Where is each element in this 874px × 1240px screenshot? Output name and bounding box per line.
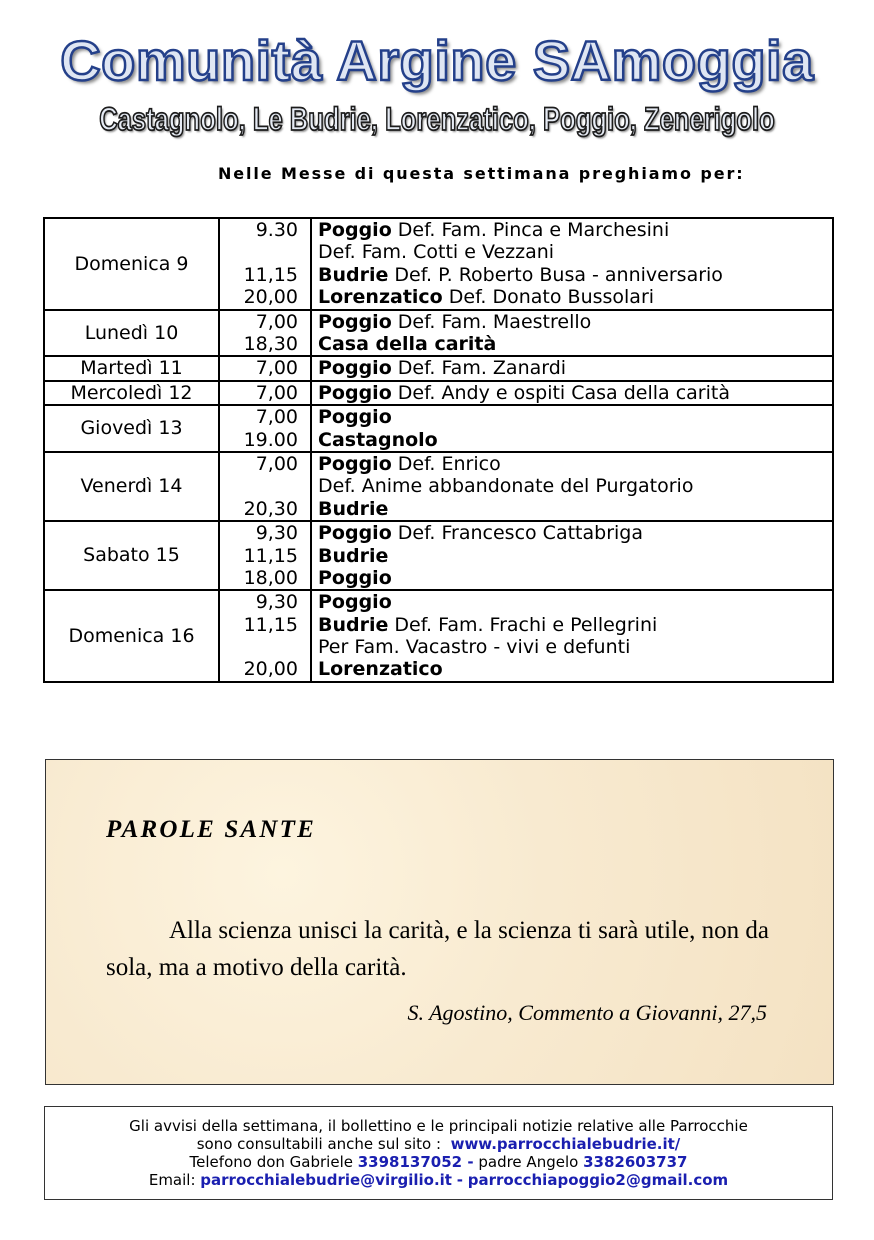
quote-text: Alla scienza unisci la carità, e la scienza ti sarà utile, non da sola, ma a motivo della carità. (106, 917, 769, 981)
schedule-times (219, 310, 311, 357)
intention-text: Def. Fam. Pinca e Marchesini (391, 219, 670, 241)
intention-line (318, 333, 832, 355)
schedule-row (44, 590, 833, 682)
mass-time: 11,15 (243, 544, 298, 567)
mass-location: Poggio (318, 452, 392, 475)
schedule-day: Mercoledì 12 (44, 381, 219, 405)
mass-location: Budrie (318, 263, 389, 286)
intention-line (318, 264, 832, 286)
intention-line (318, 545, 832, 567)
intention-line (318, 382, 832, 404)
schedule-intentions (311, 452, 833, 521)
schedule-row (44, 405, 833, 452)
schedule-times (219, 590, 311, 682)
mass-time: 20,30 (243, 497, 298, 520)
mass-time: 20,00 (243, 658, 298, 681)
mass-location: Poggio (318, 357, 392, 380)
schedule-times (219, 405, 311, 452)
mass-time (220, 475, 298, 497)
email-separator: - (456, 1171, 463, 1189)
intention-line (318, 429, 832, 451)
schedule-row (44, 356, 833, 380)
schedule-intentions (311, 218, 833, 310)
schedule-times (219, 452, 311, 521)
intention-text: Def. Francesco Cattabriga (391, 522, 643, 545)
email-label: Email: (148, 1171, 196, 1189)
mass-time: 19.00 (243, 428, 298, 451)
schedule-day: Martedì 11 (44, 356, 219, 380)
mass-time: 9.30 (255, 219, 298, 241)
schedule-day: Domenica 9 (44, 218, 219, 310)
mass-time: 11,15 (243, 613, 298, 636)
intention-text: Def. Fam. Maestrello (391, 310, 592, 333)
intention-text: Def. Fam. Zanardi (391, 357, 567, 380)
intention-line (318, 219, 832, 241)
mass-time (220, 636, 298, 658)
schedule-intentions (311, 521, 833, 590)
intention-line (318, 357, 832, 379)
mass-location: Lorenzatico (318, 286, 443, 309)
mass-time: 7,00 (255, 452, 298, 475)
intention-text: Def. P. Roberto Busa - anniversario (388, 263, 723, 286)
schedule-times (219, 381, 311, 405)
quote-source: S. Agostino, Commento a Giovanni, 27,5 (407, 1000, 767, 1025)
mass-time: 9,30 (255, 591, 298, 614)
mass-time: 18,30 (243, 332, 298, 355)
schedule-intentions (311, 381, 833, 405)
mass-location: Lorenzatico (318, 658, 443, 681)
phone-label-gabriele: Telefono don Gabriele (189, 1153, 353, 1171)
schedule-intentions (311, 356, 833, 380)
footer-line-2 (45, 1135, 832, 1153)
mass-time: 7,00 (255, 406, 298, 429)
schedule-row (44, 310, 833, 357)
intention-text: Def. Enrico (391, 452, 501, 475)
page-subtitle: Castagnolo, Le Budrie, Lorenzatico, Poggio, Zenerigolo (99, 101, 775, 137)
schedule-day: Sabato 15 (44, 521, 219, 590)
quote-title: PAROLE SANTE (106, 816, 316, 843)
intention-text: Def. Anime abbandonate del Purgatorio (318, 475, 694, 498)
schedule-row (44, 381, 833, 405)
schedule-row (44, 218, 833, 310)
footer-line-1 (45, 1117, 832, 1135)
mass-location: Budrie (318, 613, 389, 636)
schedule-row (44, 521, 833, 590)
intention-line (318, 453, 832, 475)
page-title: Comunità Argine SAmoggia (60, 29, 814, 92)
mass-schedule-table (43, 217, 834, 683)
email-poggio-link[interactable]: parrocchiapoggio2@gmail.com (467, 1171, 729, 1189)
schedule-intentions (311, 590, 833, 682)
schedule-intentions (311, 310, 833, 357)
mass-location: Poggio (318, 566, 392, 589)
phone-label-angelo: padre Angelo (478, 1153, 579, 1171)
phone-gabriele[interactable]: 3398137052 - (357, 1153, 474, 1171)
mass-time: 7,00 (255, 381, 298, 404)
intention-line (318, 498, 832, 520)
intention-line (318, 311, 832, 333)
email-budrie-link[interactable]: parrocchialebudrie@virgilio.it (200, 1171, 452, 1189)
intention-line (318, 614, 832, 636)
mass-location: Poggio (318, 219, 392, 241)
mass-location: Castagnolo (318, 428, 438, 451)
mass-time: 11,15 (243, 263, 298, 286)
mass-time: 7,00 (255, 310, 298, 333)
schedule-intentions (311, 405, 833, 452)
mass-location: Poggio (318, 522, 392, 545)
schedule-day: Domenica 16 (44, 590, 219, 682)
schedule-day: Venerdì 14 (44, 452, 219, 521)
footer-info (44, 1106, 833, 1200)
mass-location: Poggio (318, 406, 392, 429)
mass-time: 18,00 (243, 566, 298, 589)
mass-time: 20,00 (243, 286, 298, 309)
intention-line (318, 636, 832, 658)
mass-location: Poggio (318, 381, 392, 404)
footer-line-3 (45, 1153, 832, 1171)
website-link[interactable]: www.parrocchialebudrie.it/ (450, 1135, 681, 1153)
schedule-row (44, 452, 833, 521)
quote-box (45, 759, 834, 1085)
mass-location: Poggio (318, 591, 392, 614)
intention-text: Def. Fam. Cotti e Vezzani (318, 241, 555, 264)
intro-text: Nelle Messe di questa settimana preghiamo per: (218, 164, 745, 183)
schedule-day: Lunedì 10 (44, 310, 219, 357)
intention-line (318, 406, 832, 428)
schedule-times (219, 218, 311, 310)
intention-text: Def. Andy e ospiti Casa della carità (391, 381, 730, 404)
mass-time: 7,00 (255, 357, 298, 380)
mass-location: Budrie (318, 544, 389, 567)
intention-line (318, 522, 832, 544)
mass-time: 9,30 (255, 522, 298, 545)
schedule-times (219, 521, 311, 590)
mass-location: Budrie (318, 497, 389, 520)
mass-location: Poggio (318, 310, 392, 333)
intention-text: Per Fam. Vacastro - vivi e defunti (318, 636, 631, 659)
footer-site-label: sono consultabili anche sul sito : (196, 1135, 442, 1153)
intention-text: Def. Fam. Frachi e Pellegrini (388, 613, 658, 636)
intention-line (318, 658, 832, 680)
footer-notice: Gli avvisi della settimana, il bollettino e le principali notizie relative alle Parrocchie (129, 1117, 748, 1135)
intention-line (318, 286, 832, 308)
footer-line-4 (45, 1171, 832, 1189)
intention-line (318, 591, 832, 613)
intention-text: Def. Donato Bussolari (442, 286, 655, 309)
schedule-day: Giovedì 13 (44, 405, 219, 452)
intention-line (318, 475, 832, 497)
mass-location: Casa della carità (318, 332, 497, 355)
phone-angelo[interactable]: 3382603737 (583, 1153, 688, 1171)
intention-line (318, 241, 832, 263)
schedule-times (219, 356, 311, 380)
mass-time (220, 241, 298, 263)
intention-line (318, 567, 832, 589)
